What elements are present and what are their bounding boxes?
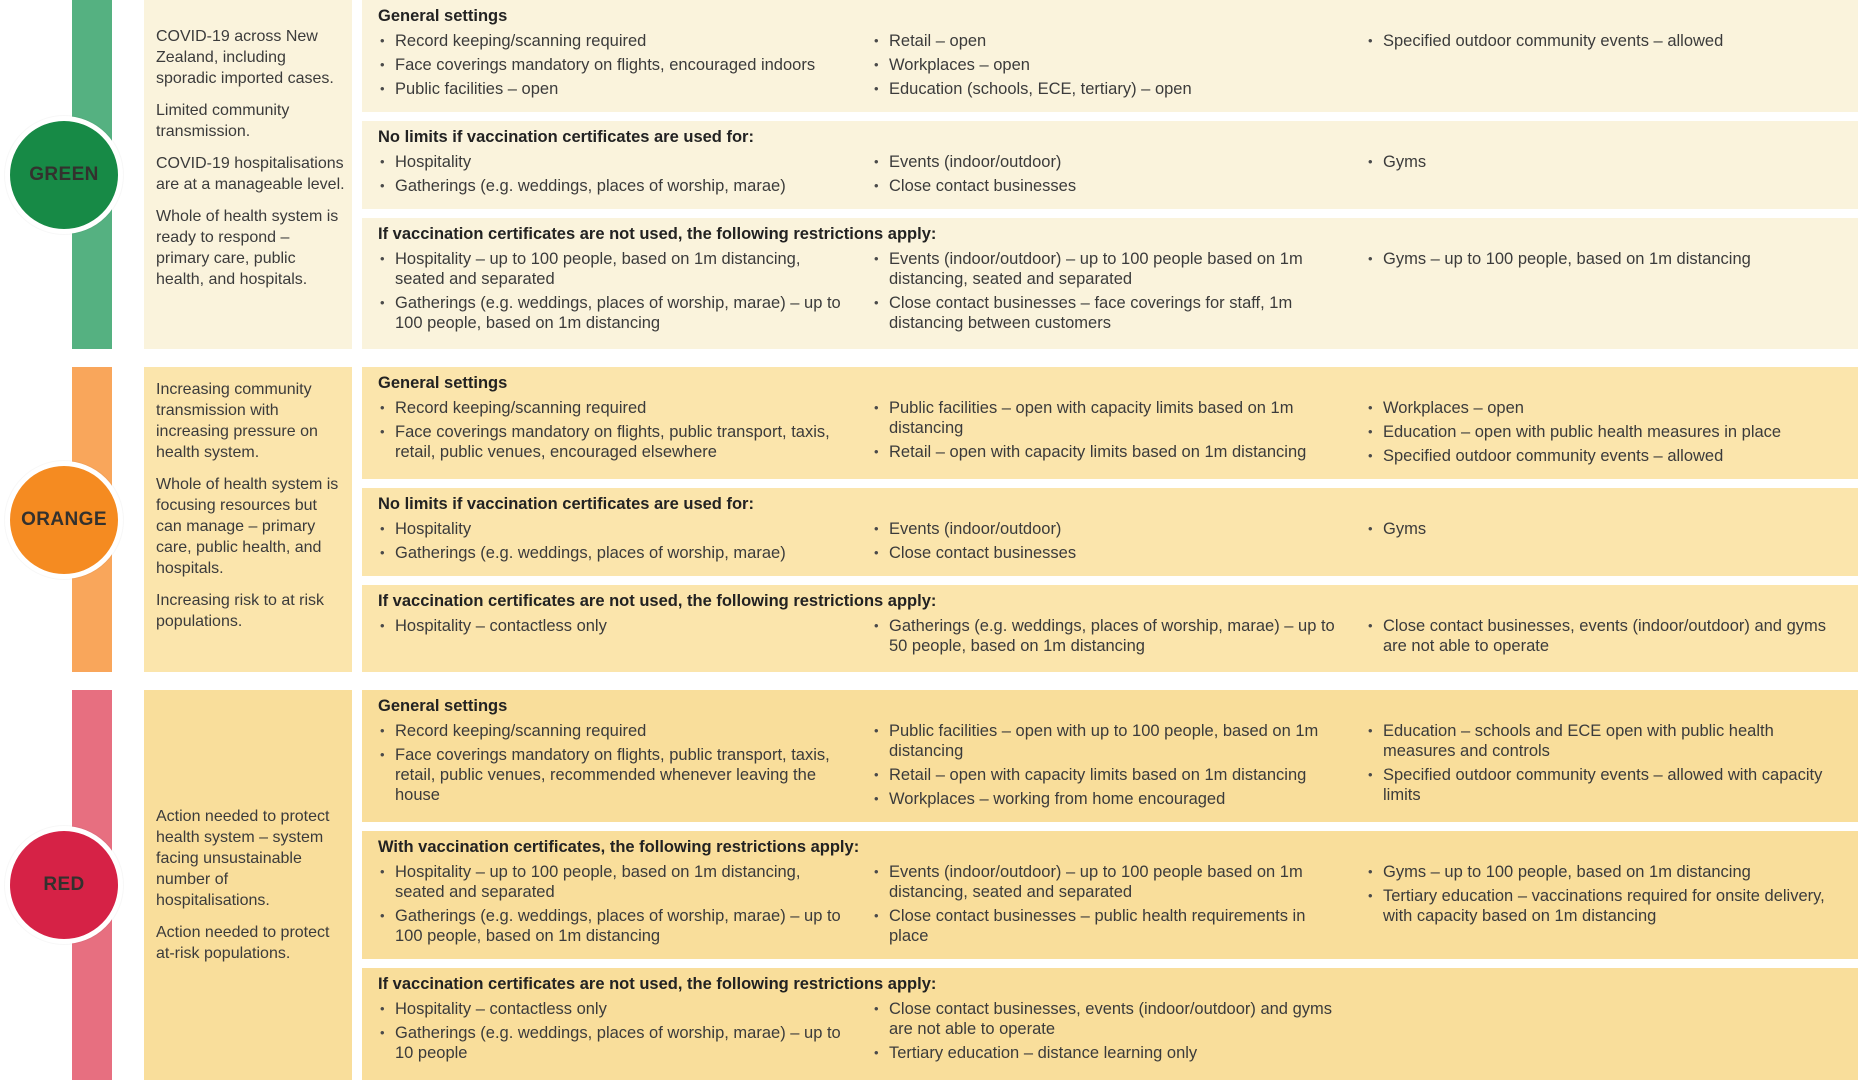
bullet-column: [872, 999, 1348, 1067]
section-columns: [378, 519, 1842, 567]
section-columns: [378, 249, 1842, 337]
description-paragraph: Action needed to protect health system – system facing unsustainable number of hospitalisations.: [156, 808, 330, 909]
bullet-item: • Workplaces – working from home encouraged: [872, 789, 1348, 809]
bullet-item: • Gatherings (e.g. weddings, places of worship, marae): [378, 176, 854, 196]
bullet-column: [1366, 519, 1842, 567]
bullet-item: • Events (indoor/outdoor): [872, 152, 1348, 172]
settings-sections: [362, 690, 1858, 1080]
bullet-item: • Public facilities – open with up to 100 people, based on 1m distancing: [872, 721, 1348, 761]
bullet-item: • Gyms – up to 100 people, based on 1m distancing: [1366, 862, 1842, 882]
section-no-limits-if-vaccination: [362, 488, 1858, 576]
bullet-item: • Gatherings (e.g. weddings, places of worship, marae): [378, 543, 854, 563]
traffic-light-label: RED: [43, 874, 85, 895]
bullet-item: • Close contact businesses – public health requirements in place: [872, 906, 1348, 946]
bullet-column: [378, 862, 854, 950]
bullet-item: • Close contact businesses – face coverings for staff, 1m distancing between customers: [872, 293, 1348, 333]
description-paragraph: Whole of health system is ready to respond – primary care, public health, and hospitals.: [156, 208, 339, 288]
section-columns: [378, 862, 1842, 950]
row-red: [0, 690, 1873, 1080]
settings-sections: [362, 367, 1858, 672]
traffic-light-rail: [0, 690, 144, 1080]
description-paragraph: Action needed to protect at-risk populations.: [156, 924, 330, 962]
bullet-column: [378, 249, 854, 337]
section-if-vaccination-certificates-are: [362, 218, 1858, 349]
section-columns: [378, 999, 1842, 1067]
bullet-column: [1366, 31, 1842, 103]
bullet-item: • Tertiary education – distance learning only: [872, 1043, 1348, 1063]
bullet-item: • Specified outdoor community events – allowed with capacity limits: [1366, 765, 1842, 805]
section-general-settings: [362, 690, 1858, 822]
description-paragraph: Whole of health system is focusing resources but can manage – primary care, public health, and hospitals.: [156, 476, 339, 577]
bullet-item: • Gatherings (e.g. weddings, places of worship, marae) – up to 100 people, based on 1m distancing: [378, 293, 854, 333]
section-no-limits-if-vaccination: [362, 121, 1858, 209]
bullet-item: • Hospitality – contactless only: [378, 999, 854, 1019]
bullet-item: • Hospitality – contactless only: [378, 616, 854, 636]
section-general-settings: [362, 367, 1858, 479]
bullet-item: • Gyms – up to 100 people, based on 1m distancing: [1366, 249, 1842, 269]
bullet-item: • Events (indoor/outdoor): [872, 519, 1348, 539]
traffic-light-label: GREEN: [29, 163, 99, 185]
section-heading: If vaccination certificates are not used, the following restrictions apply:: [378, 975, 937, 993]
settings-sections: [362, 0, 1858, 349]
bullet-item: • Record keeping/scanning required: [378, 31, 854, 51]
bullet-column: [872, 152, 1348, 200]
section-columns: [378, 31, 1842, 103]
bullet-item: • Record keeping/scanning required: [378, 721, 854, 741]
bullet-item: • Close contact businesses, events (indoor/outdoor) and gyms are not able to operate: [872, 999, 1348, 1039]
traffic-light-circle-red: [5, 826, 123, 944]
bullet-column: [378, 999, 854, 1067]
bullet-item: • Face coverings mandatory on flights, encouraged indoors: [378, 55, 854, 75]
bullet-column: [378, 721, 854, 813]
section-columns: [378, 616, 1842, 660]
description-paragraph: COVID-19 across New Zealand, including sporadic imported cases.: [156, 28, 334, 87]
bullet-column: [872, 862, 1348, 950]
bullet-column: [872, 616, 1348, 660]
bullet-item: • Gyms: [1366, 519, 1842, 539]
bullet-item: • Close contact businesses: [872, 176, 1348, 196]
bullet-item: • Events (indoor/outdoor) – up to 100 people based on 1m distancing, seated and separated: [872, 249, 1348, 289]
description-paragraph: Increasing risk to at risk populations.: [156, 592, 325, 630]
section-if-vaccination-certificates-are: [362, 585, 1858, 672]
bullet-item: • Close contact businesses: [872, 543, 1348, 563]
bullet-column: [872, 398, 1348, 470]
bullet-item: • Retail – open with capacity limits based on 1m distancing: [872, 442, 1348, 462]
traffic-light-circle-green: [5, 116, 123, 234]
bullet-item: • Retail – open: [872, 31, 1348, 51]
bullet-item: • Specified outdoor community events – allowed: [1366, 446, 1842, 466]
bullet-column: [1366, 398, 1842, 470]
bullet-item: • Face coverings mandatory on flights, public transport, taxis, retail, public venues, recommended whenever leaving the house: [378, 745, 854, 805]
section-heading: If vaccination certificates are not used, the following restrictions apply:: [378, 225, 937, 243]
section-heading: General settings: [378, 374, 508, 392]
bullet-item: • Events (indoor/outdoor) – up to 100 people based on 1m distancing, seated and separated: [872, 862, 1348, 902]
bullet-item: • Workplaces – open: [872, 55, 1348, 75]
bullet-column: [378, 31, 854, 103]
bullet-item: • Hospitality – up to 100 people, based on 1m distancing, seated and separated: [378, 249, 854, 289]
bullet-column: [378, 616, 854, 660]
bullet-item: • Public facilities – open with capacity limits based on 1m distancing: [872, 398, 1348, 438]
bullet-item: • Hospitality: [378, 519, 854, 539]
bullet-column: [872, 519, 1348, 567]
traffic-light-label: ORANGE: [21, 508, 107, 530]
section-with-vaccination-certificates-the: [362, 831, 1858, 959]
bullet-item: • Tertiary education – vaccinations required for onsite delivery, with capacity based on 1m distancing: [1366, 886, 1842, 926]
description-paragraph: Limited community transmission.: [156, 102, 290, 140]
section-heading: With vaccination certificates, the following restrictions apply:: [378, 838, 860, 856]
description-paragraph: Increasing community transmission with increasing pressure on health system.: [156, 381, 318, 461]
bullet-item: • Gatherings (e.g. weddings, places of worship, marae) – up to 100 people, based on 1m distancing: [378, 906, 854, 946]
bullet-item: • Hospitality – up to 100 people, based on 1m distancing, seated and separated: [378, 862, 854, 902]
bullet-column: [378, 519, 854, 567]
row-orange: [0, 367, 1873, 672]
bullet-item: • Gatherings (e.g. weddings, places of worship, marae) – up to 50 people, based on 1m distancing: [872, 616, 1348, 656]
bullet-item: • Gatherings (e.g. weddings, places of worship, marae) – up to 10 people: [378, 1023, 854, 1063]
bullet-item: • Face coverings mandatory on flights, public transport, taxis, retail, public venues, encouraged elsewhere: [378, 422, 854, 462]
traffic-light-circle-orange: [5, 461, 123, 579]
bullet-item: • Specified outdoor community events – allowed: [1366, 31, 1842, 51]
section-columns: [378, 152, 1842, 200]
bullet-column: [872, 249, 1348, 337]
section-heading: No limits if vaccination certificates are used for:: [378, 495, 754, 513]
bullet-column: [1366, 721, 1842, 813]
bullet-column: [378, 398, 854, 470]
description-paragraph: COVID-19 hospitalisations are at a manageable level.: [156, 155, 345, 193]
bullet-item: • Workplaces – open: [1366, 398, 1842, 418]
alert-level-description: [144, 367, 352, 672]
bullet-column: [1366, 616, 1842, 660]
row-green: [0, 0, 1873, 349]
bullet-column: [378, 152, 854, 200]
bullet-column: [1366, 152, 1842, 200]
bullet-item: • Education – open with public health measures in place: [1366, 422, 1842, 442]
bullet-item: • Education (schools, ECE, tertiary) – open: [872, 79, 1348, 99]
bullet-item: • Gyms: [1366, 152, 1842, 172]
bullet-item: • Hospitality: [378, 152, 854, 172]
bullet-column: [872, 721, 1348, 813]
alert-level-description: [144, 690, 352, 1080]
section-general-settings: [362, 0, 1858, 112]
section-heading: If vaccination certificates are not used, the following restrictions apply:: [378, 592, 937, 610]
section-columns: [378, 721, 1842, 813]
section-if-vaccination-certificates-are: [362, 968, 1858, 1080]
bullet-column: [1366, 999, 1842, 1067]
traffic-light-rail: [0, 0, 144, 349]
bullet-item: • Public facilities – open: [378, 79, 854, 99]
bullet-column: [1366, 862, 1842, 950]
bullet-item: • Retail – open with capacity limits based on 1m distancing: [872, 765, 1348, 785]
section-heading: No limits if vaccination certificates are used for:: [378, 128, 754, 146]
bullet-item: • Education – schools and ECE open with public health measures and controls: [1366, 721, 1842, 761]
section-heading: General settings: [378, 7, 508, 25]
traffic-light-rail: [0, 367, 144, 672]
bullet-column: [1366, 249, 1842, 337]
section-columns: [378, 398, 1842, 470]
section-heading: General settings: [378, 697, 508, 715]
bullet-item: • Record keeping/scanning required: [378, 398, 854, 418]
bullet-column: [872, 31, 1348, 103]
alert-level-description: [144, 0, 352, 349]
bullet-item: • Close contact businesses, events (indoor/outdoor) and gyms are not able to operate: [1366, 616, 1842, 656]
